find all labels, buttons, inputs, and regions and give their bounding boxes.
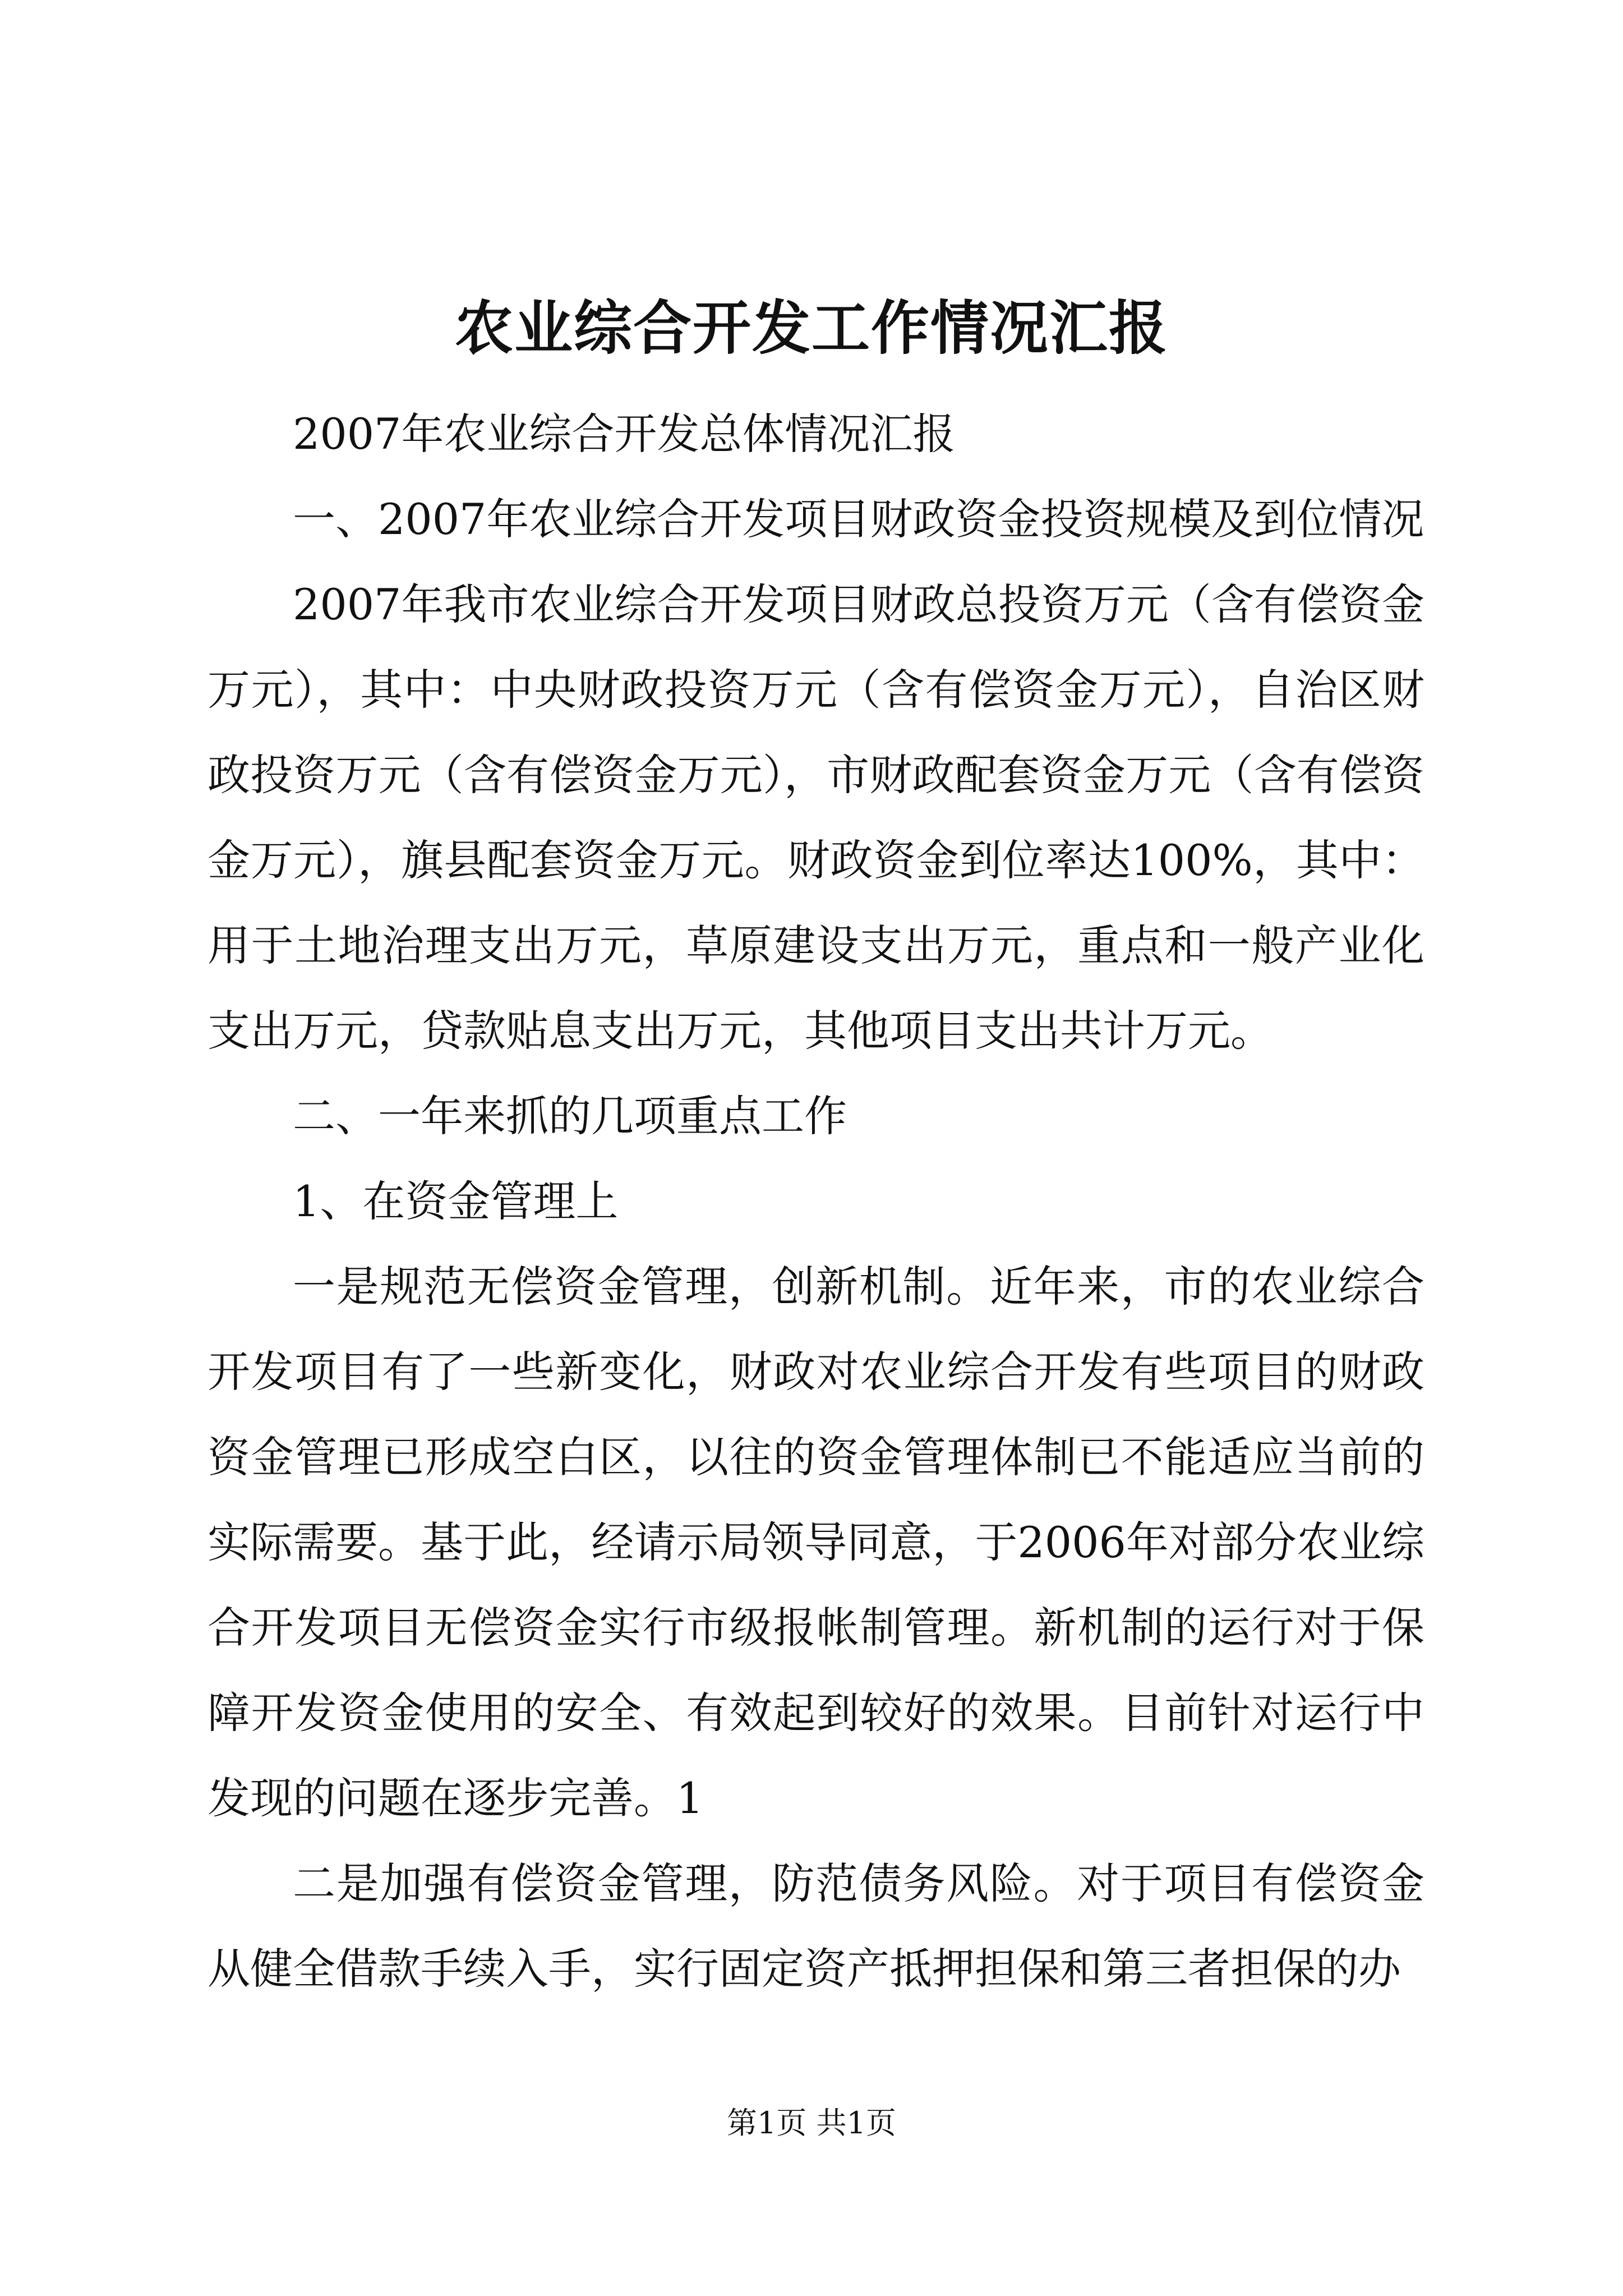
paragraph-section-2-heading: 二、一年来抓的几项重点工作 — [293, 1091, 847, 1141]
paragraph-free-funds-management: 一是规范无偿资金管理，创新机制。近年来，市的农业综合开发项目有了一些新变化，财政对农业综合开发有些项目的财政资金管理已形成空白区，以往的资金管理体制已不能适应当前的实际需要。基于此，经请示局领导同意，于2006年对部分农业综合开发项目无偿资金实行市级报帐制管理。新机制的运行对于保障开发资金使用的安全、有效起到较好的效果。目前针对运行中发现的问题在逐步完善。1 — [208, 1262, 1424, 1823]
paragraph-subsection-1-heading: 1、在资金管理上 — [293, 1176, 619, 1226]
paragraph-investment-details: 2007年我市农业综合开发项目财政总投资万元（含有偿资金万元），其中：中央财政投资万元（含有偿资金万元），自治区财政投资万元（含有偿资金万元），市财政配套资金万元（含有偿资金万元），旗县配套资金万元。财政资金到位率达100%，其中：用于土地治理支出万元，草原建设支出万元，重点和一般产业化支出万元，贷款贴息支出万元，其他项目支出共计万元。 — [208, 579, 1424, 1056]
paragraph-section-1-heading: 一、2007年农业综合开发项目财政资金投资规模及到位情况 — [293, 494, 1424, 544]
page-number-footer: 第1页 共1页 — [727, 2105, 896, 2141]
paragraph-paid-funds-management: 二是加强有偿资金管理，防范债务风险。对于项目有偿资金从健全借款手续入手，实行固定资产抵押担保和第三者担保的办 — [208, 1858, 1424, 1994]
paragraph-summary-heading: 2007年农业综合开发总体情况汇报 — [293, 409, 956, 459]
document-body — [208, 392, 1424, 2012]
document-title: 农业综合开发工作情况汇报 — [454, 293, 1168, 362]
